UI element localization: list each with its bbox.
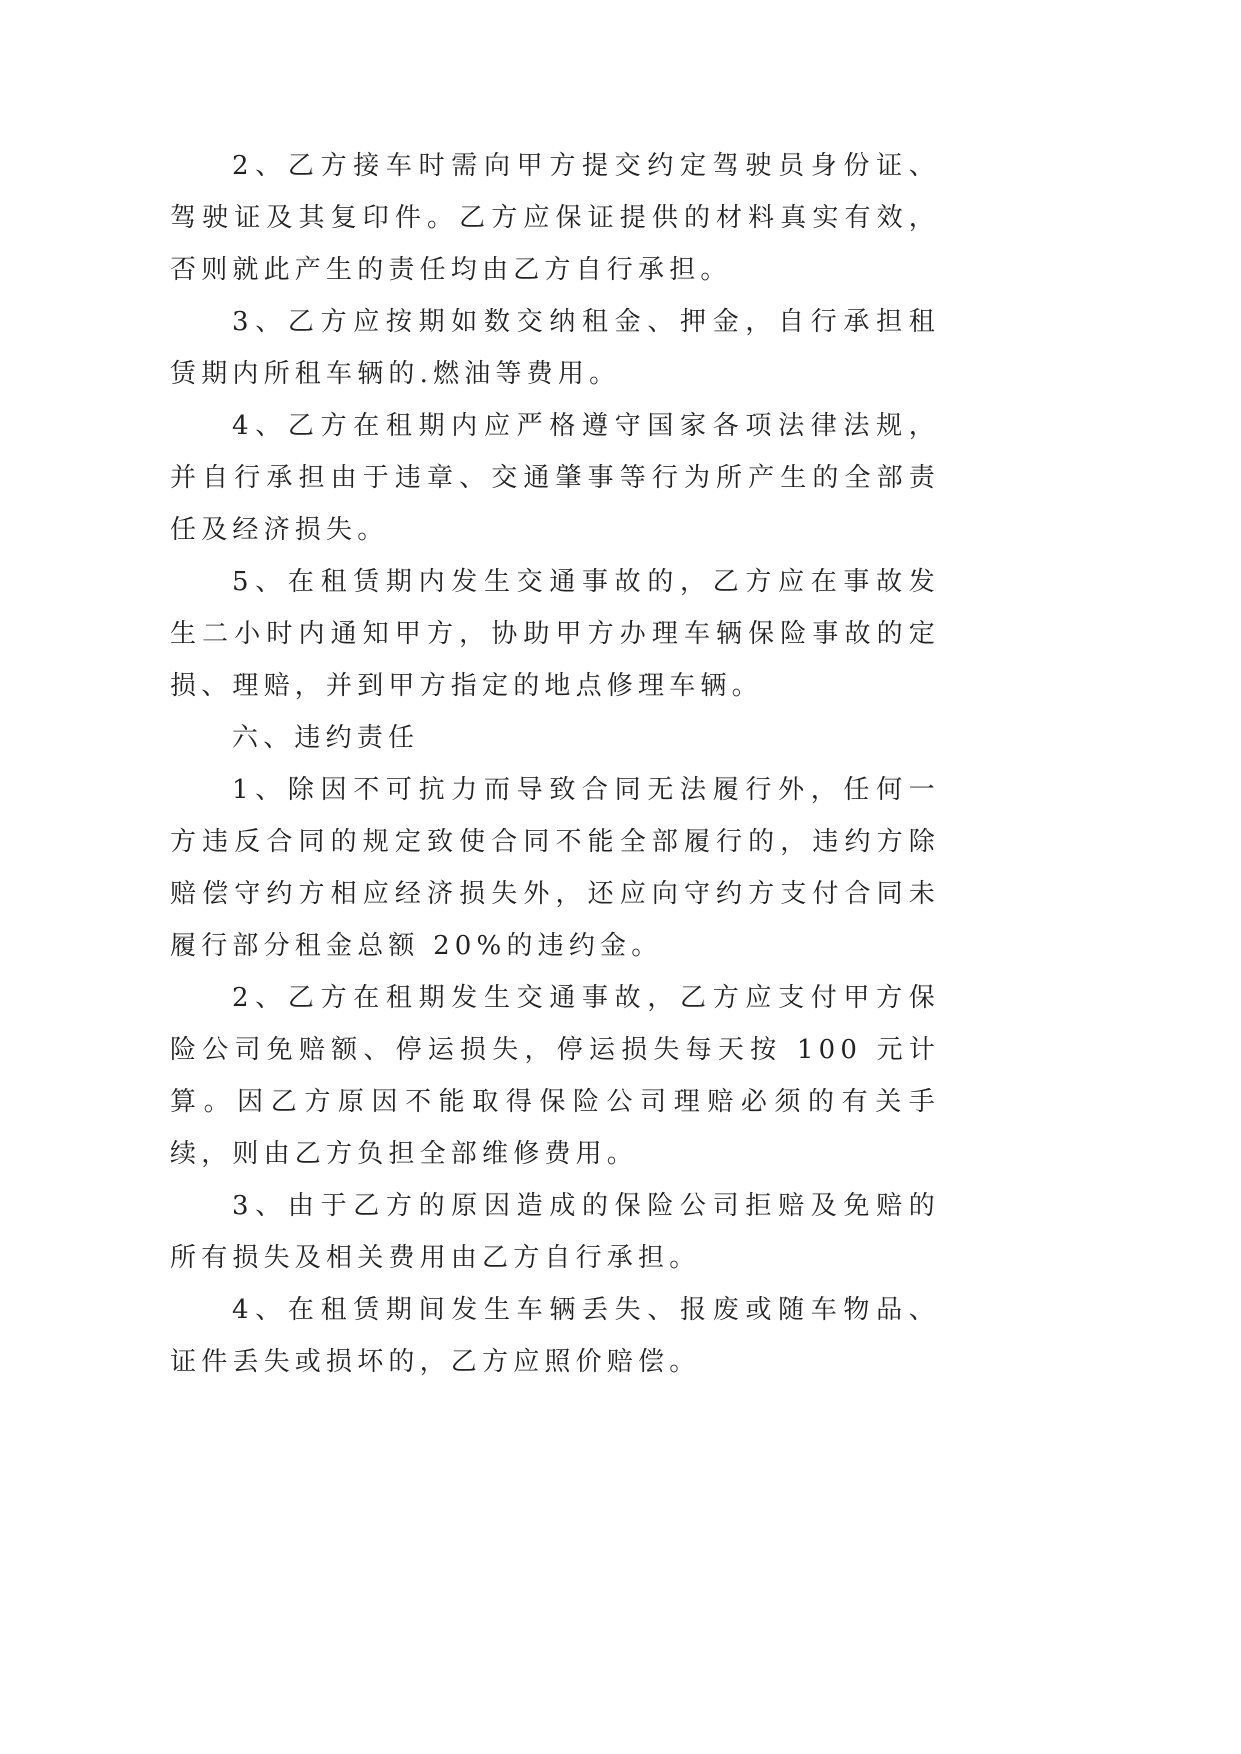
document-body (170, 140, 940, 1388)
clause-6-3-paragraph: 3、由于乙方的原因造成的保险公司拒赔及免赔的所有损失及相关费用由乙方自行承担。 (170, 1191, 940, 1273)
clause-6-1-paragraph: 1、除因不可抗力而导致合同无法履行外，任何一方违反合同的规定致使合同不能全部履行的，违约方除赔偿守约方相应经济损失外，还应向守约方支付合同未履行部分租金总额 20%的违约金。 (170, 775, 940, 961)
clause-5-2-paragraph: 2、乙方接车时需向甲方提交约定驾驶员身份证、驾驶证及其复印件。乙方应保证提供的材料真实有效，否则就此产生的责任均由乙方自行承担。 (170, 151, 940, 285)
clause-5-3-paragraph: 3、乙方应按期如数交纳租金、押金，自行承担租赁期内所租车辆的.燃油等费用。 (170, 307, 940, 389)
clause-6-2-paragraph: 2、乙方在租期发生交通事故，乙方应支付甲方保险公司免赔额、停运损失，停运损失每天按 100 元计算。因乙方原因不能取得保险公司理赔必须的有关手续，则由乙方负担全部维修费用。 (170, 983, 940, 1169)
section-heading-breach-liability: 六、违约责任 (232, 723, 420, 753)
clause-6-4-paragraph: 4、在租赁期间发生车辆丢失、报废或随车物品、证件丢失或损坏的，乙方应照价赔偿。 (170, 1295, 940, 1377)
clause-5-4-paragraph: 4、乙方在租期内应严格遵守国家各项法律法规，并自行承担由于违章、交通肇事等行为所产生的全部责任及经济损失。 (170, 411, 940, 545)
clause-5-5-paragraph: 5、在租赁期内发生交通事故的，乙方应在事故发生二小时内通知甲方，协助甲方办理车辆保险事故的定损、理赔，并到甲方指定的地点修理车辆。 (170, 567, 940, 701)
